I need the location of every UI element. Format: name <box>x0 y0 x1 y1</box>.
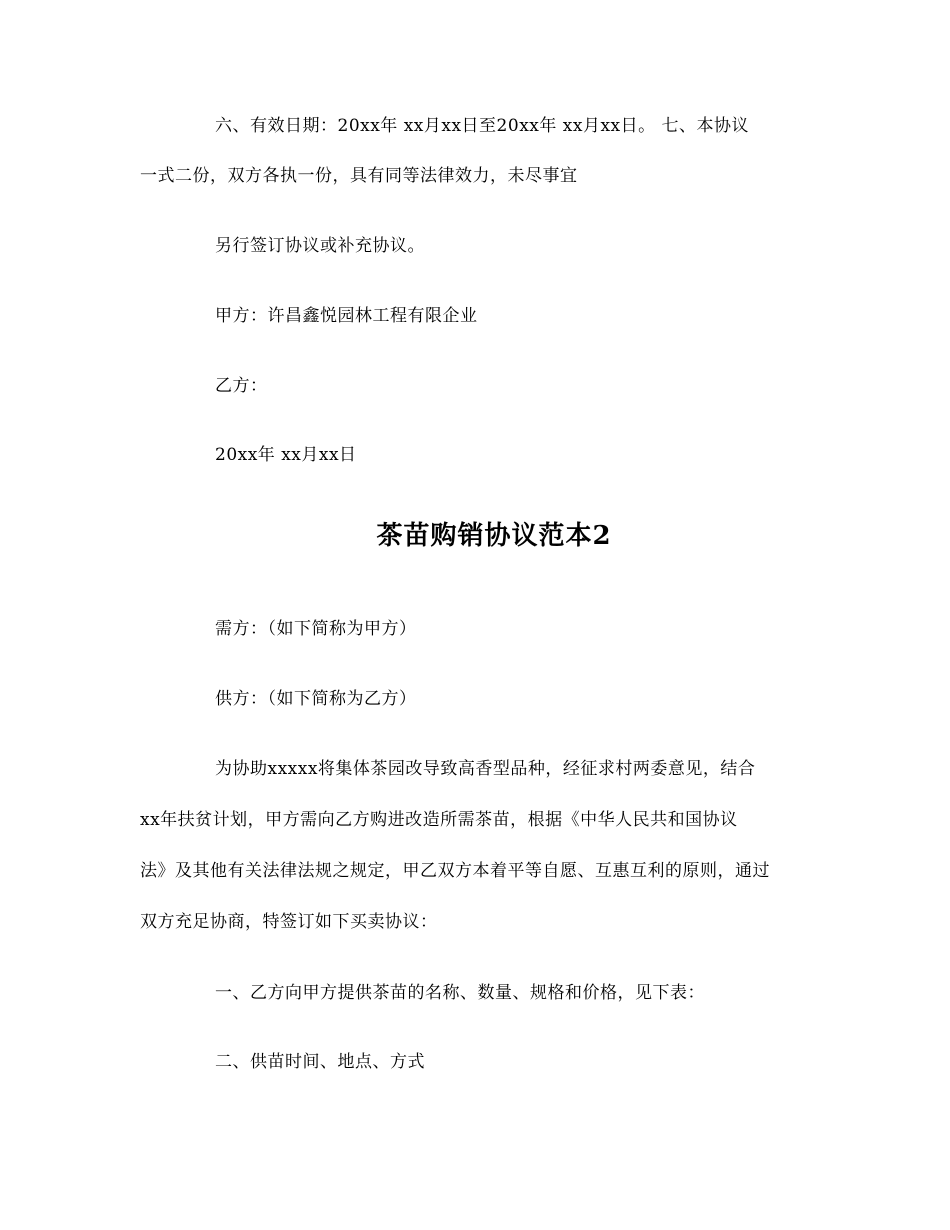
clause-two-heading: 二、供苗时间、地点、方式 <box>215 1052 425 1072</box>
supplier-line: 供方：（如下简称为乙方） <box>215 689 417 709</box>
preamble-line-3: 法》及其他有关法律法规之规定，甲乙双方本着平等自愿、互惠互利的原则，通过 <box>140 861 770 881</box>
party-b-line: 乙方： <box>215 376 268 396</box>
signing-date: 20xx年 xx月xx日 <box>215 445 357 465</box>
clause-seven-copies: 一式二份，双方各执一份，具有同等法律效力，未尽事宜 <box>140 166 578 186</box>
preamble-line-1: 为协助xxxxx将集体茶园改导致高香型品种，经征求村两委意见，结合 <box>215 759 756 779</box>
buyer-line: 需方：（如下简称为甲方） <box>215 619 417 639</box>
document-title: 茶苗购销协议范本2 <box>376 521 612 551</box>
clause-six-validity: 六、有效日期：20xx年 xx月xx日至20xx年 xx月xx日。 七、本协议 <box>215 116 750 136</box>
party-a-line: 甲方：许昌鑫悦园林工程有限企业 <box>215 306 478 326</box>
preamble-line-2: xx年扶贫计划，甲方需向乙方购进改造所需茶苗，根据《中华人民共和国协议 <box>140 810 738 830</box>
preamble-line-4: 双方充足协商，特签订如下买卖协议： <box>140 912 438 932</box>
clause-one: 一、乙方向甲方提供茶苗的名称、数量、规格和价格，见下表： <box>215 983 705 1003</box>
clause-seven-continuation: 另行签订协议或补充协议。 <box>215 236 425 256</box>
